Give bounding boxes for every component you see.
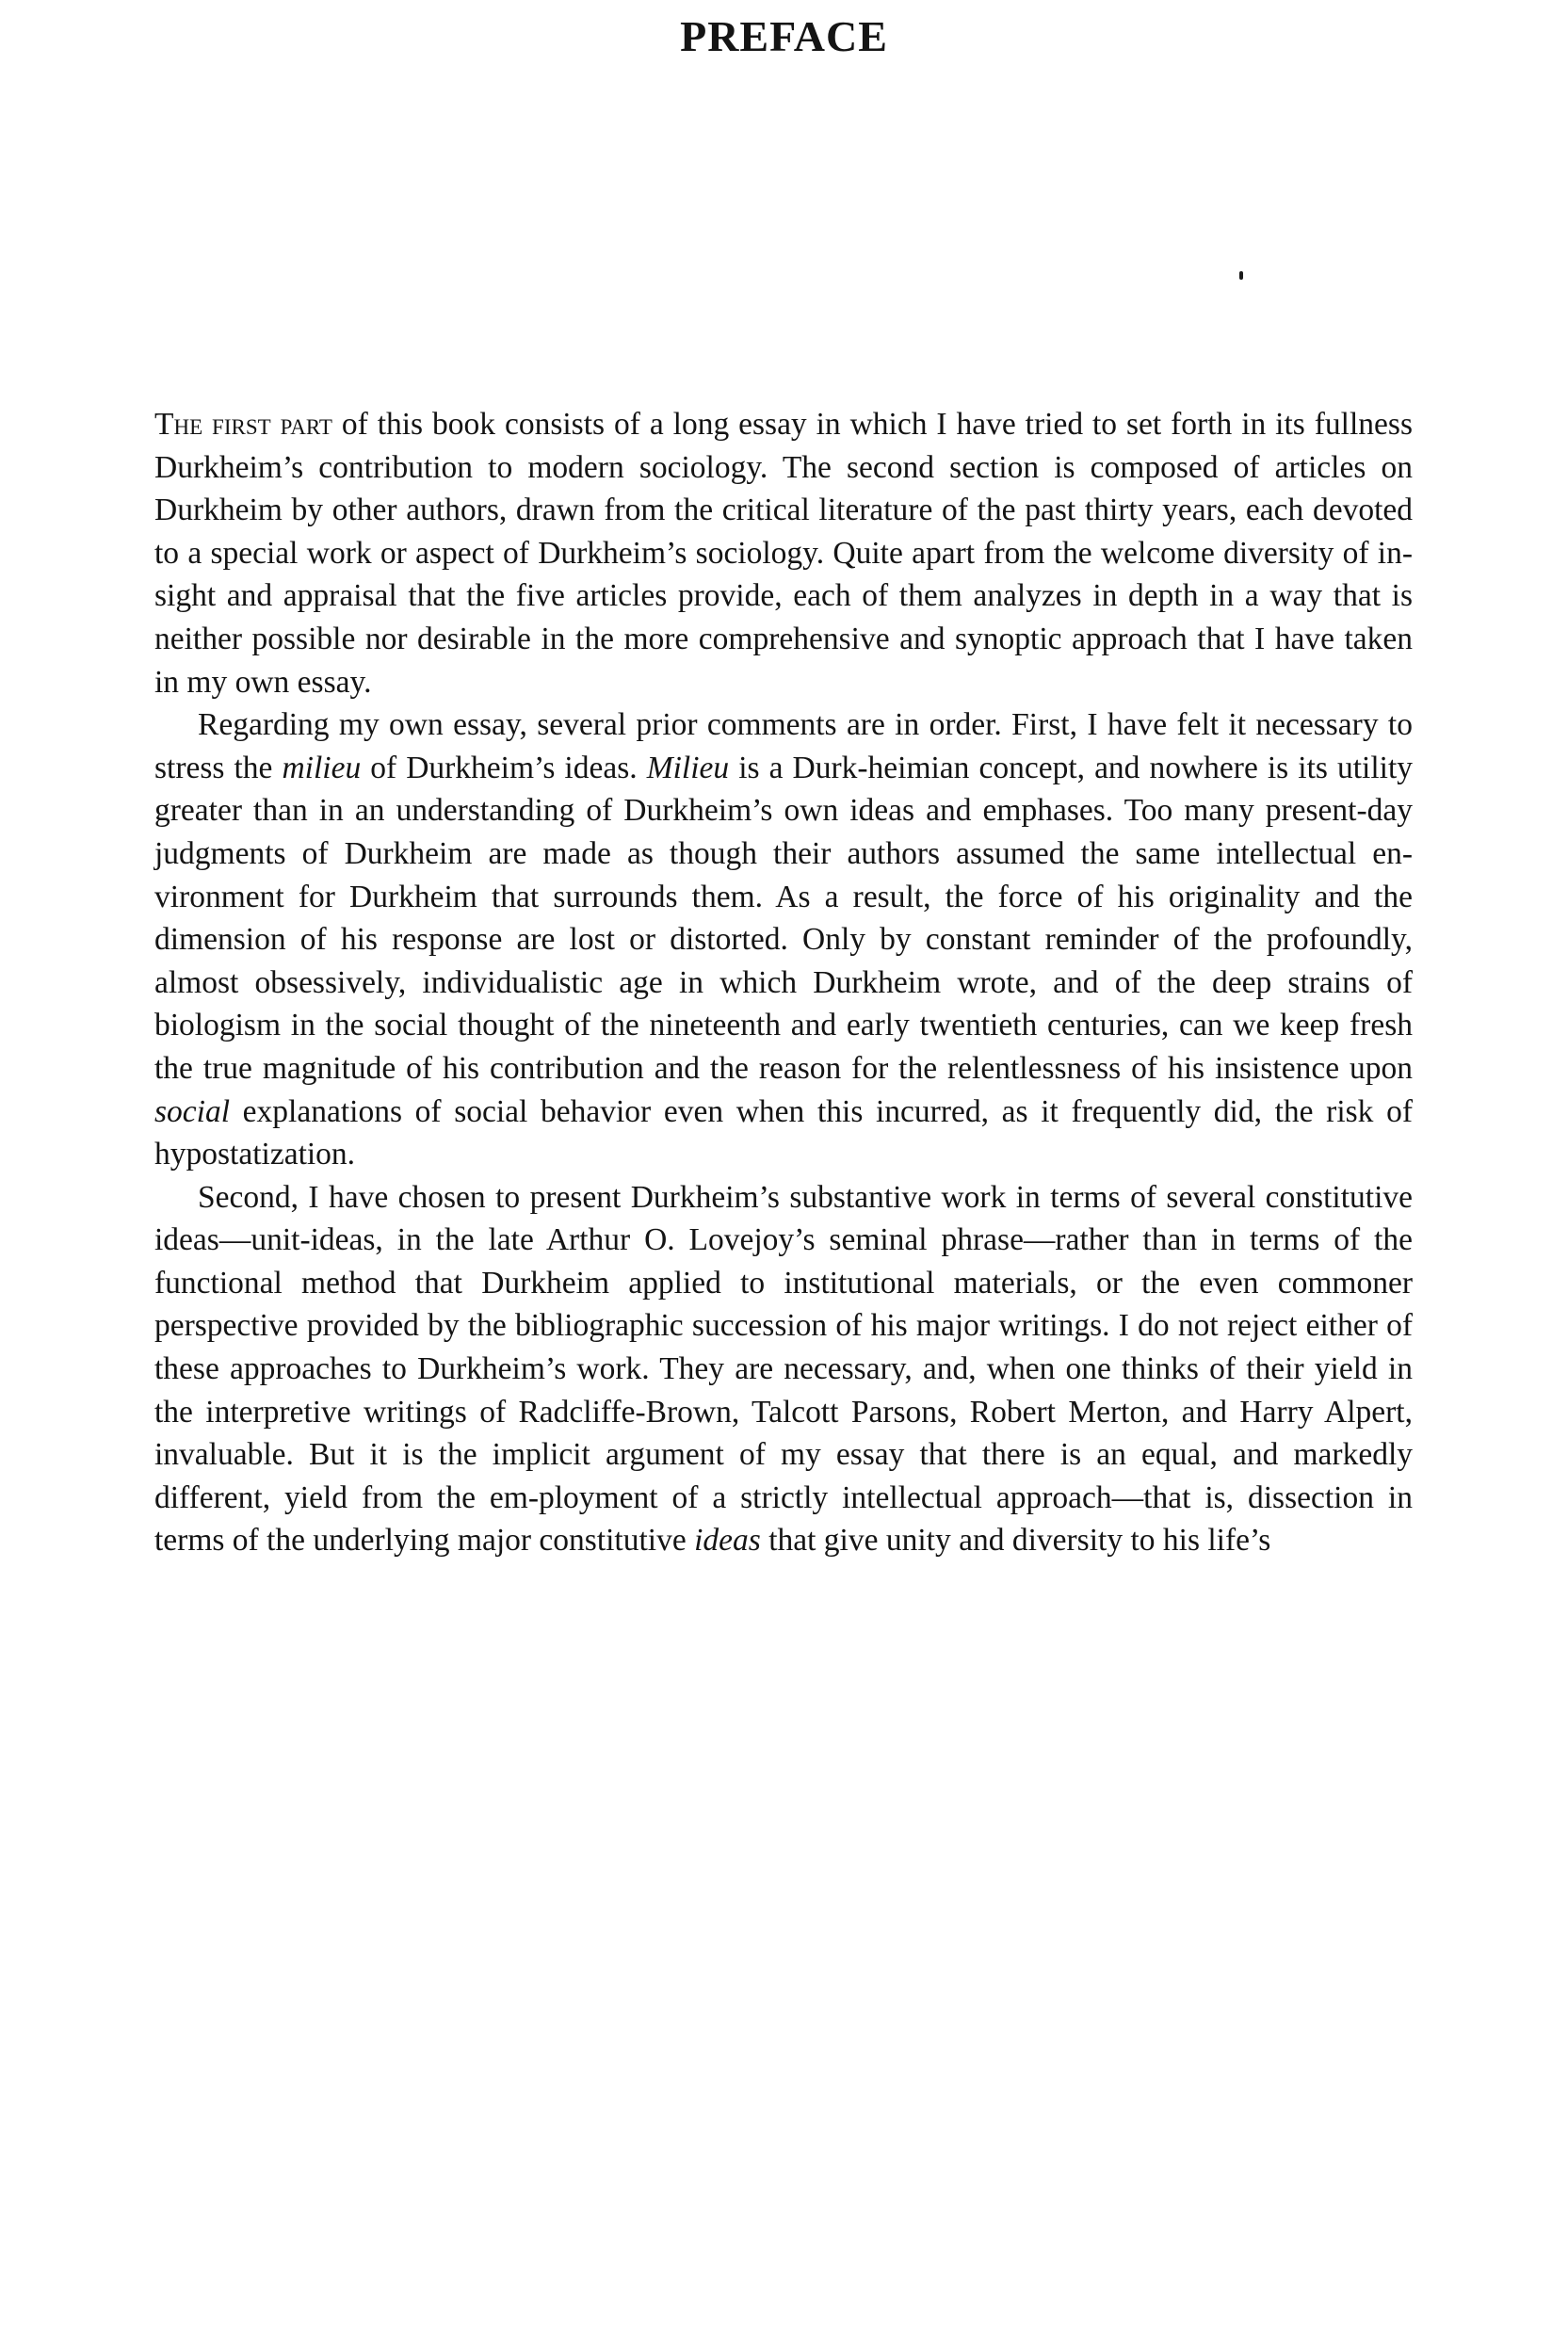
paragraph-2-text-c: is a Durk-heimian concept, and nowhere is its utility greater than in an understanding of Durkheim’s own ideas and emphases. Too many present-day judgments of Durkheim are made as though their authors assumed the same intellectual en-vironment for Durkheim that surrounds them. As a result, the force of his originality and the dimension of his response are lost or distorted. Only by constant reminder of the profoundly, almost obsessively, individualistic age in which Durkheim wrote, and of the deep strains of biologism in the social thought of the nineteenth and early twentieth centuries, can we keep fresh the true magnitude of his contribution and the reason for the relentlessness of his insistence upon — [154, 750, 1414, 1086]
paragraph-2-text-a: Regarding my own essay, several prior comments are in order. First, I have felt it necessary to stress the — [154, 707, 1413, 785]
italic-milieu: milieu — [282, 750, 362, 785]
preface-body — [154, 403, 1413, 1562]
page-title: PREFACE — [680, 12, 888, 60]
small-caps-lead: The first part — [154, 407, 332, 442]
italic-milieu-2: Milieu — [646, 750, 730, 785]
italic-social: social — [154, 1093, 231, 1129]
paragraph-3-text-b: that give unity and diversity to his life’s — [760, 1523, 1271, 1559]
paragraph-2-text-d: explanations of social behavior even when this incurred, as it frequently did, the risk of hypostatization. — [154, 1093, 1413, 1172]
paragraph-2 — [154, 703, 1413, 1176]
italic-ideas: ideas — [694, 1523, 761, 1559]
paragraph-3-text-a: Second, I have chosen to present Durkheim’s substantive work in terms of several constitutive ideas—unit-ideas, in the late Arthur O. Lovejoy’s seminal phrase—rather than in terms of the functional method that Durkheim applied to institutional materials, or the even commoner perspective provided by the bibliographic succession of his major writings. I do not reject either of these approaches to Durkheim’s work. They are necessary, and, when one thinks of their yield in the interpretive writings of Radcliffe-Brown, Talcott Parsons, Robert Merton, and Harry Alpert, invaluable. But it is the implicit argument of my essay that there is an equal, and markedly different, yield from the em-ployment of a strictly intellectual approach—that is, dissection in terms of the underlying major constitutive — [154, 1179, 1413, 1559]
ink-speck — [1239, 271, 1243, 280]
paragraph-1 — [154, 403, 1413, 703]
paragraph-3 — [154, 1176, 1413, 1562]
paragraph-2-text-b: of Durkheim’s ideas. — [361, 750, 647, 785]
paragraph-1-text: of this book consists of a long essay in which I have tried to set forth in its fullness Durkheim’s contribution to modern sociology. The second section is composed of articles on Durkheim by other authors, drawn from the critical literature of the past thirty years, each devoted to a special work or aspect of Durkheim’s sociology. Quite apart from the welcome diversity of in-sight and appraisal that the five articles provide, each of them analyzes in depth in a way that is neither possible nor desirable in the more comprehensive and synoptic approach that I have taken in my own essay. — [154, 407, 1413, 700]
